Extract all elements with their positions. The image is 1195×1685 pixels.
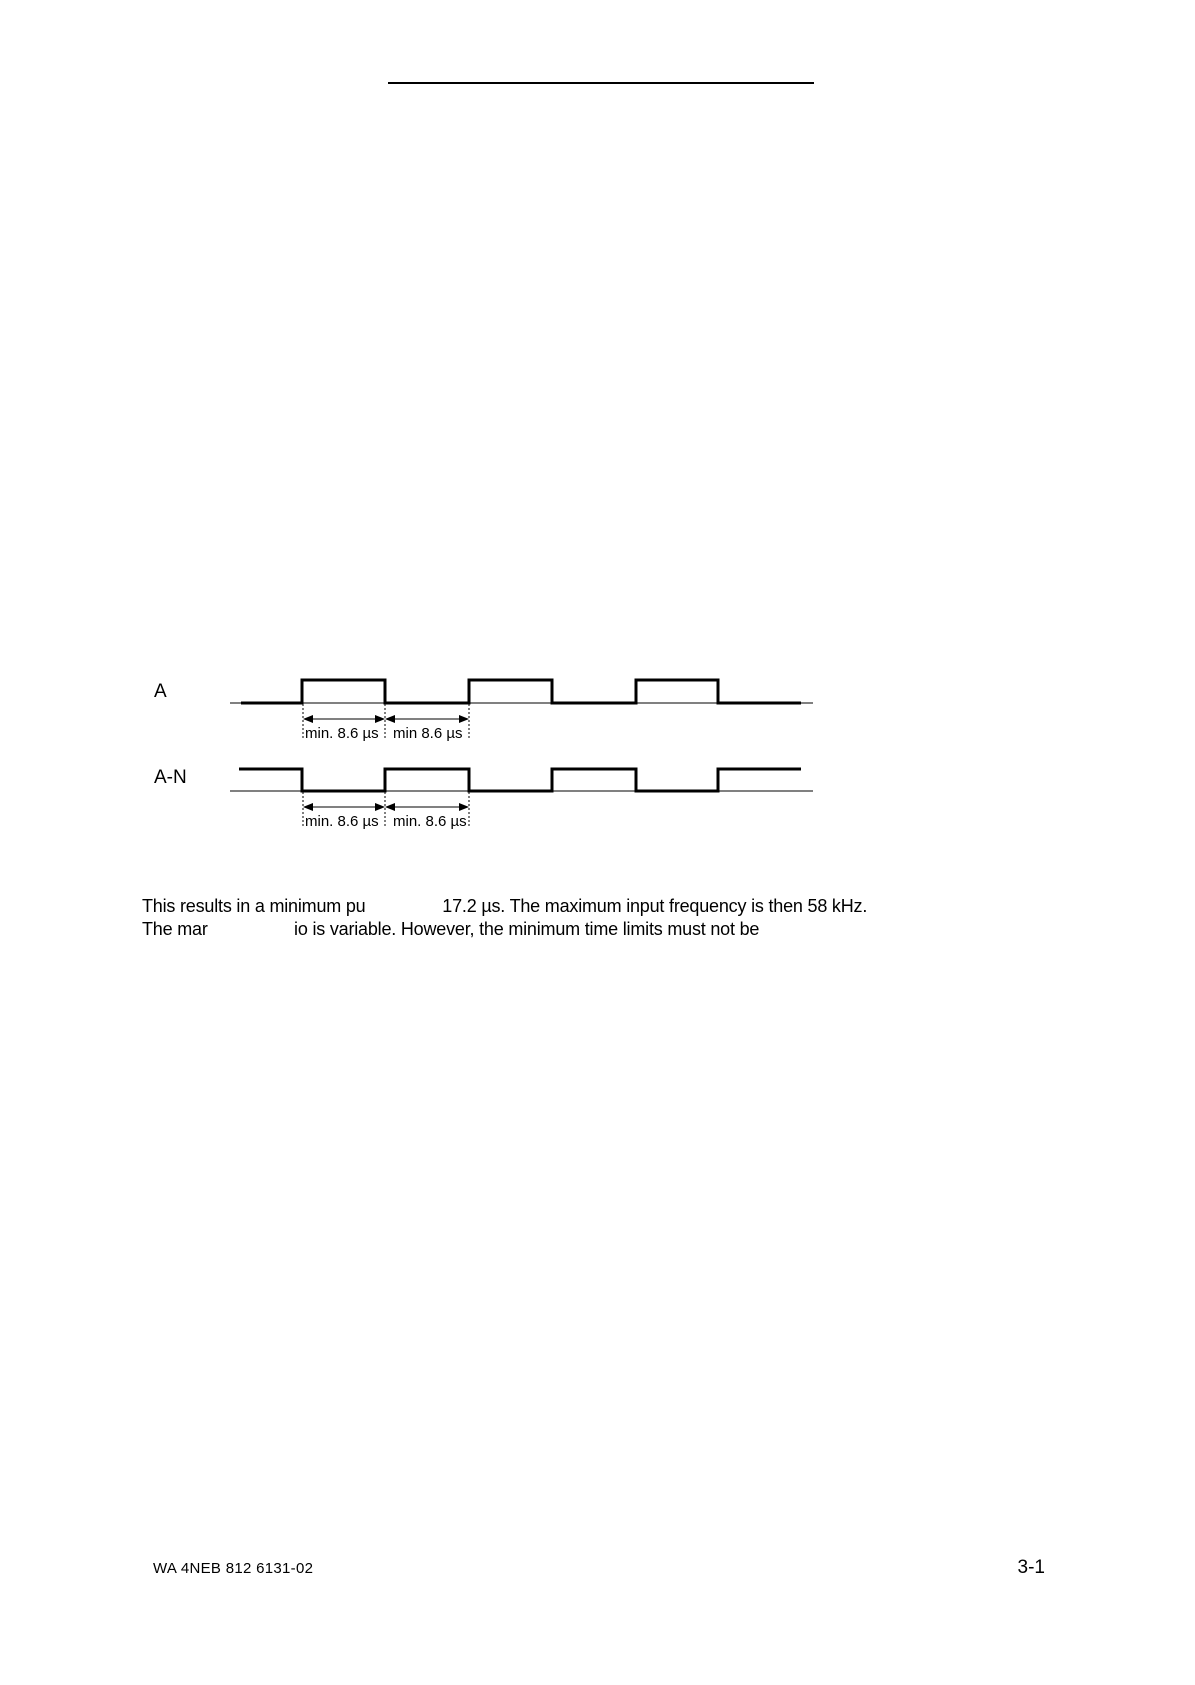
footer-page-number: 3-1 xyxy=(1017,1557,1045,1578)
timing-label-a-first: min. 8.6 µs xyxy=(305,725,379,742)
timing-label-a-n-first: min. 8.6 µs xyxy=(305,813,379,830)
signal-label-a: A xyxy=(154,681,167,702)
footer-doc-id: WA 4NEB 812 6131-02 xyxy=(153,1560,314,1577)
signal-a-waveform xyxy=(241,680,801,703)
signal-label-a-n: A-N xyxy=(154,767,187,788)
timing-label-a-n-second: min. 8.6 µs xyxy=(393,813,467,830)
body-text-line-1: This results in a minimum pu 17.2 µs. The maximum input frequency is then 58 kHz. xyxy=(142,896,868,916)
body-text-line-2: The mar io is variable. However, the minimum time limits must not be xyxy=(142,919,760,939)
timing-label-a-second: min 8.6 µs xyxy=(393,725,463,742)
signal-a-n-waveform xyxy=(239,769,801,791)
